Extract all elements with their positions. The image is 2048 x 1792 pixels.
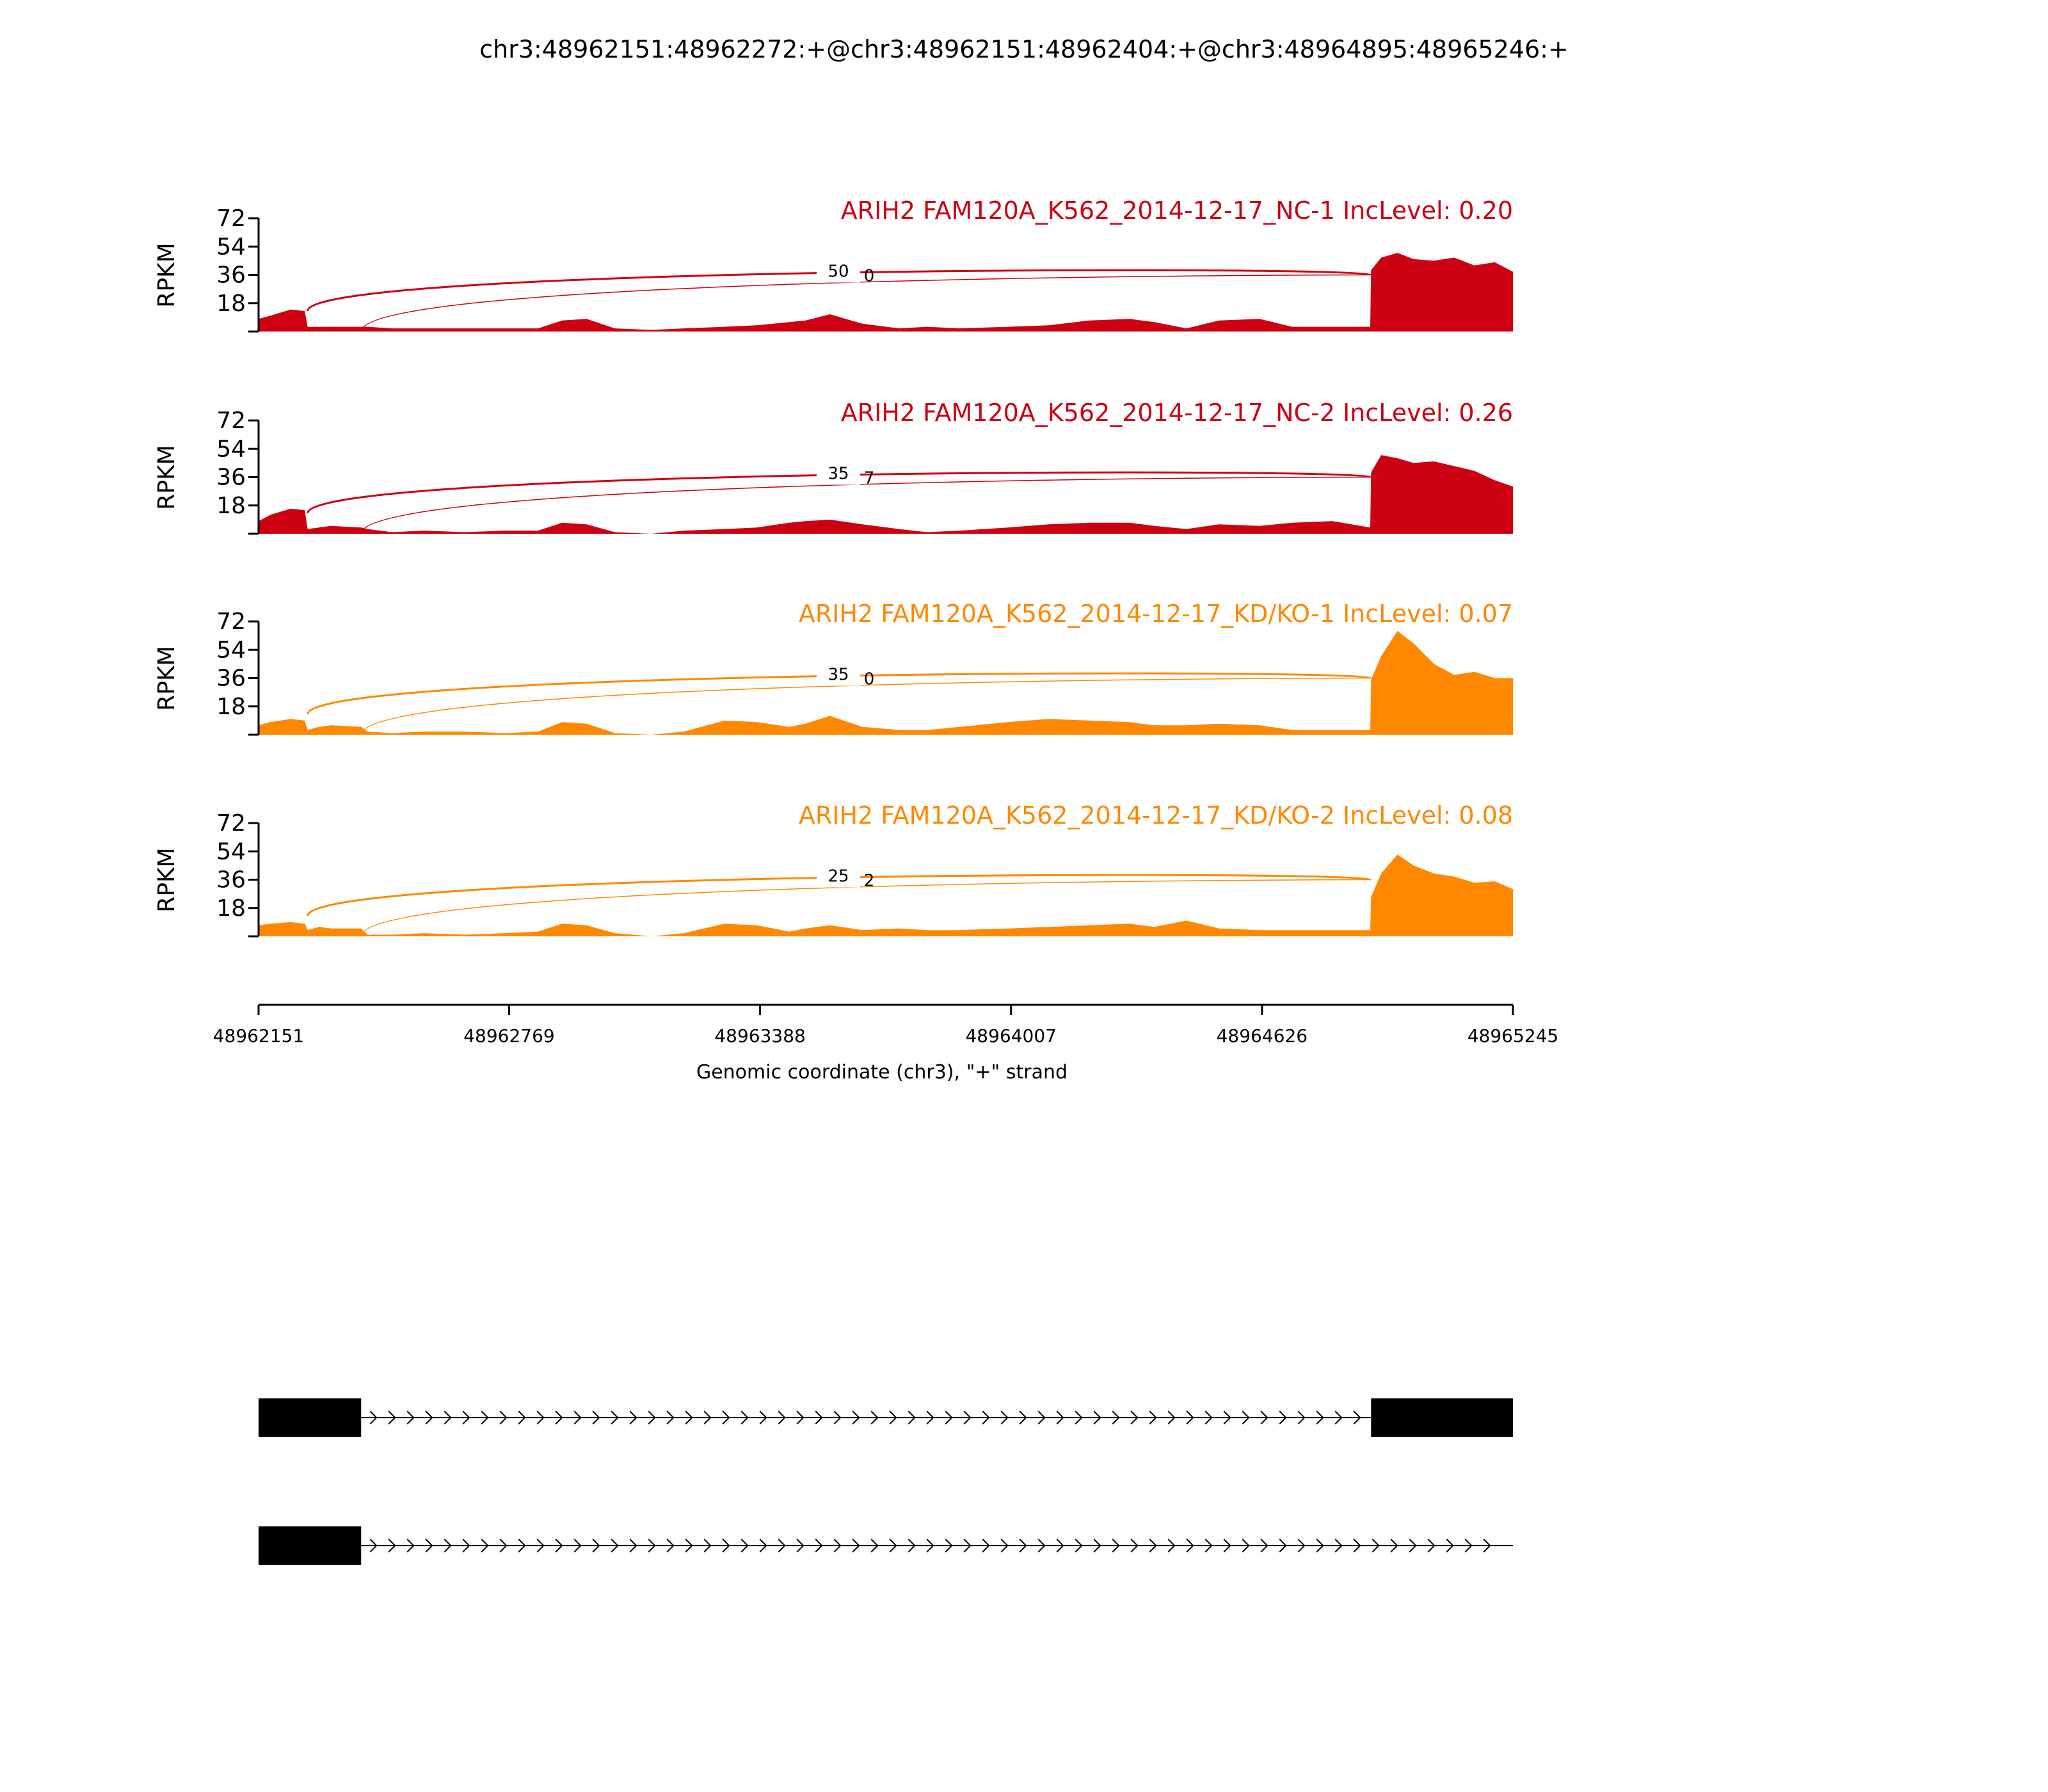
junction-count-label: 50	[828, 262, 849, 282]
exon-block	[259, 1398, 361, 1437]
y-tick-label: 72	[216, 408, 246, 434]
x-tick-label: 48964007	[965, 1025, 1057, 1046]
y-tick-label: 54	[216, 234, 246, 260]
coverage-panels	[154, 196, 1513, 936]
coverage-panel	[154, 801, 1513, 936]
junction-count-label: 2	[863, 871, 875, 891]
y-tick-label: 54	[216, 436, 246, 463]
coverage-panel	[154, 600, 1513, 735]
y-axis-label: RPKM	[154, 847, 180, 913]
transcript-models	[259, 1398, 1513, 1565]
y-tick-label: 36	[216, 464, 246, 491]
y-tick-label: 72	[216, 205, 246, 232]
y-tick-label: 72	[216, 609, 246, 635]
y-tick-label: 18	[216, 693, 246, 720]
x-tick-label: 48965245	[1467, 1025, 1559, 1046]
x-tick-label: 48962151	[212, 1025, 305, 1046]
y-axis-label: RPKM	[154, 445, 180, 510]
x-tick-label: 48964626	[1216, 1025, 1308, 1046]
panel-title: ARIH2 FAM120A_K562_2014-12-17_KD/KO-2 IncLevel: 0.08	[798, 801, 1513, 829]
y-axis-label: RPKM	[154, 243, 180, 308]
transcript	[259, 1526, 1513, 1565]
panel-title: ARIH2 FAM120A_K562_2014-12-17_NC-2 IncLevel: 0.26	[840, 399, 1513, 427]
y-tick-label: 36	[216, 262, 246, 289]
x-tick-label: 48962769	[463, 1025, 555, 1046]
coverage-area	[259, 455, 1513, 534]
junction-count-label: 7	[863, 468, 875, 488]
y-axis-label: RPKM	[154, 646, 180, 711]
x-tick-label: 48963388	[714, 1025, 806, 1046]
junction-count-label: 35	[828, 665, 849, 685]
coverage-panel	[154, 399, 1513, 534]
exon-block	[259, 1526, 361, 1565]
junction-count-label: 25	[828, 867, 849, 886]
coverage-area	[259, 854, 1513, 936]
junction-count-label: 35	[828, 464, 849, 484]
y-tick-label: 18	[216, 492, 246, 519]
junction-count-label: 0	[863, 669, 875, 689]
y-tick-label: 72	[216, 810, 246, 836]
panel-title: ARIH2 FAM120A_K562_2014-12-17_KD/KO-1 IncLevel: 0.07	[798, 600, 1513, 628]
figure-title: chr3:48962151:48962272:+@chr3:48962151:48962404:+@chr3:48964895:48965246:+	[479, 35, 1569, 63]
transcript	[259, 1398, 1513, 1437]
y-tick-label: 36	[216, 867, 246, 893]
exon-block	[1371, 1398, 1513, 1437]
y-tick-label: 54	[216, 838, 246, 865]
y-tick-label: 54	[216, 637, 246, 664]
junction-count-label: 0	[863, 266, 875, 286]
coverage-panel	[154, 196, 1513, 332]
x-axis-label: Genomic coordinate (chr3), "+" strand	[696, 1061, 1068, 1084]
coverage-area	[259, 631, 1513, 735]
y-tick-label: 18	[216, 290, 246, 317]
panel-title: ARIH2 FAM120A_K562_2014-12-17_NC-1 IncLevel: 0.20	[840, 196, 1513, 225]
genomic-x-axis	[213, 1005, 1559, 1046]
y-tick-label: 18	[216, 895, 246, 922]
coverage-area	[259, 253, 1513, 332]
y-tick-label: 36	[216, 665, 246, 692]
